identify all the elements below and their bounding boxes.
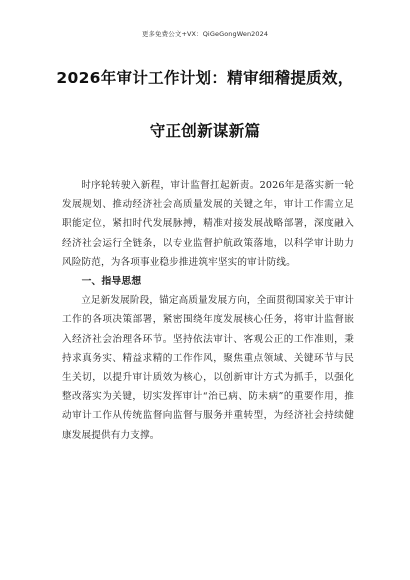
document-title-line-1: 2026年审计工作计划：精审细稽提质效，	[56, 69, 354, 87]
document-title-line-2: 守正创新谋新篇	[149, 122, 261, 140]
document-body	[62, 176, 354, 445]
header-note: 更多免费公文+VX：QiGeGongWen2024	[141, 30, 269, 38]
intro-paragraph: 时序轮转驶入新程，审计监督扛起新责。2026年是落实新一轮发展规划、推动经济社会高质量发展的关键之年，审计工作需立足职能定位，紧扣时代发展脉搏，精准对接发展战略部署，深度融入经济社会运行全链条，以专业监督护航政策落地，以科学审计助力风险防范，为各项事业稳步推进筑牢坚实的审计防线。	[62, 180, 354, 268]
section-paragraph-guiding-ideology: 立足新发展阶段，锚定高质量发展方向，全面贯彻国家关于审计工作的各项决策部署，紧密围绕年度发展核心任务，将审计监督嵌入经济社会治理各环节。坚持依法审计、客观公正的工作准则，秉持求真务实、精益求精的工作作风，聚焦重点领域、关键环节与民生关切，以提升审计质效为核心，以创新审计方式为抓手，以强化整改落实为关键，切实发挥审计“治已病、防未病”的重要作用，推动审计工作从传统监督向监督与服务并重转型，为经济社会持续健康发展提供有力支撑。	[62, 295, 355, 441]
section-heading-guiding-ideology: 一、指导思想	[81, 276, 142, 288]
